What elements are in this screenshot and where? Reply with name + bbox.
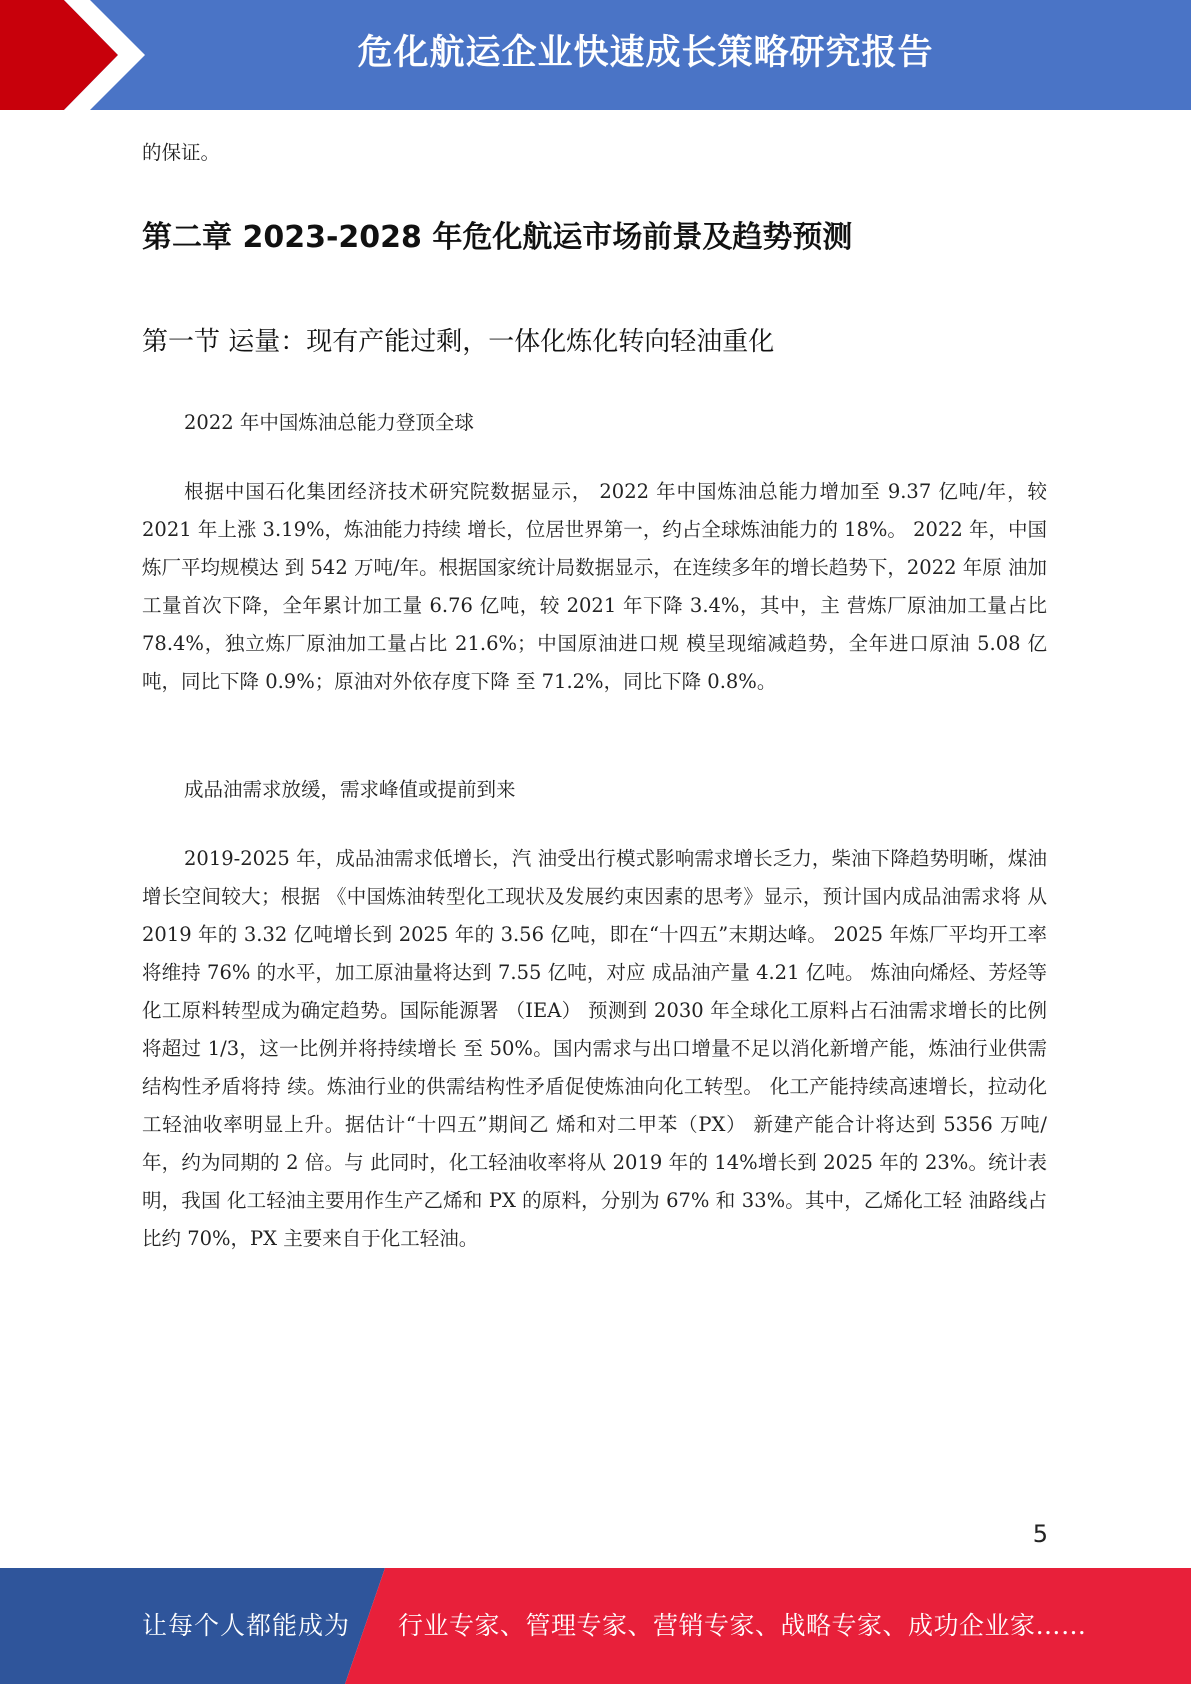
report-title: 危化航运企业快速成长策略研究报告 — [357, 33, 934, 73]
paragraph-block-1 — [142, 473, 1047, 701]
paragraph-2: 2019-2025 年，成品油需求低增长，汽 油受出行模式影响需求增长乏力，柴油下降趋势明晰，煤油增长空间较大；根据 《中国炼油转型化工现状及发展约束因素的思考》显示，预计国内成品油需求将 从 2019 年的 3.32 亿吨增长到 2025 年的 3.56 亿吨，即在“十四五”末期达峰。 2025 年炼厂平均开工率将维持 76% 的水平，加工原油量将达到 7.55 亿吨，对应 成品油产量 4.21 亿吨。 炼油向烯烃、芳烃等化工原料转型成为确定趋势。国际能源署 （IEA） 预测到 2030 年全球化工原料占石油需求增长的比例将超过 1/3，这一比例并将持续增长 至 50%。国内需求与出口增量不足以消化新增产能，炼油行业供需结构性矛盾将持 续。炼油行业的供需结构性矛盾促使炼油向化工转型。 化工产能持续高速增长，拉动化工轻油收率明显上升。据估计“十四五”期间乙 烯和对二甲苯（PX） 新建产能合计将达到 5356 万吨/年，约为同期的 2 倍。与 此同时，化工轻油收率将从 2019 年的 14%增长到 2025 年的 23%。统计表明，我国 化工轻油主要用作生产乙烯和 PX 的原料，分别为 67% 和 33%。其中，乙烯化工轻 油路线占比约 70%，PX 主要来自于化工轻油。 — [142, 847, 1047, 1250]
footer-slogan-left: 让每个人都能成为 — [142, 1611, 351, 1640]
carryover-text: 的保证。 — [142, 141, 221, 164]
chapter-title: 第二章 2023-2028 年危化航运市场前景及趋势预测 — [142, 220, 853, 255]
section-title: 第一节 运量：现有产能过剩，一体化炼化转向轻油重化 — [142, 327, 775, 357]
page-number: 5 — [1032, 1520, 1048, 1548]
sub-heading-block-1 — [142, 404, 1047, 442]
header-arrow-decoration — [0, 0, 160, 110]
carryover-text-block — [142, 134, 1047, 172]
paragraph-block-2 — [142, 840, 1047, 1258]
sub-heading-1: 2022 年中国炼油总能力登顶全球 — [184, 411, 474, 434]
page-header — [0, 0, 1191, 110]
paragraph-1: 根据中国石化集团经济技术研究院数据显示， 2022 年中国炼油总能力增加至 9.37 亿吨/年，较 2021 年上涨 3.19%，炼油能力持续 增长，位居世界第一，约占全球炼油能力的 18%。 2022 年，中国炼厂平均规模达 到 542 万吨/年。根据国家统计局数据显示，在连续多年的增长趋势下，2022 年原 油加工量首次下降，全年累计加工量 6.76 亿吨，较 2021 年下降 3.4%，其中，主 营炼厂原油加工量占比 78.4%，独立炼厂原油加工量占比 21.6%；中国原油进口规 模呈现缩减趋势，全年进口原油 5.08 亿吨，同比下降 0.9%；原油对外依存度下降 至 71.2%，同比下降 0.8%。 — [142, 480, 1047, 693]
sub-heading-block-2 — [142, 771, 1047, 809]
footer-slogan-right: 行业专家、管理专家、营销专家、战略专家、成功企业家…… — [398, 1611, 1087, 1640]
page-footer — [0, 1568, 1191, 1684]
sub-heading-2: 成品油需求放缓，需求峰值或提前到来 — [184, 778, 516, 801]
